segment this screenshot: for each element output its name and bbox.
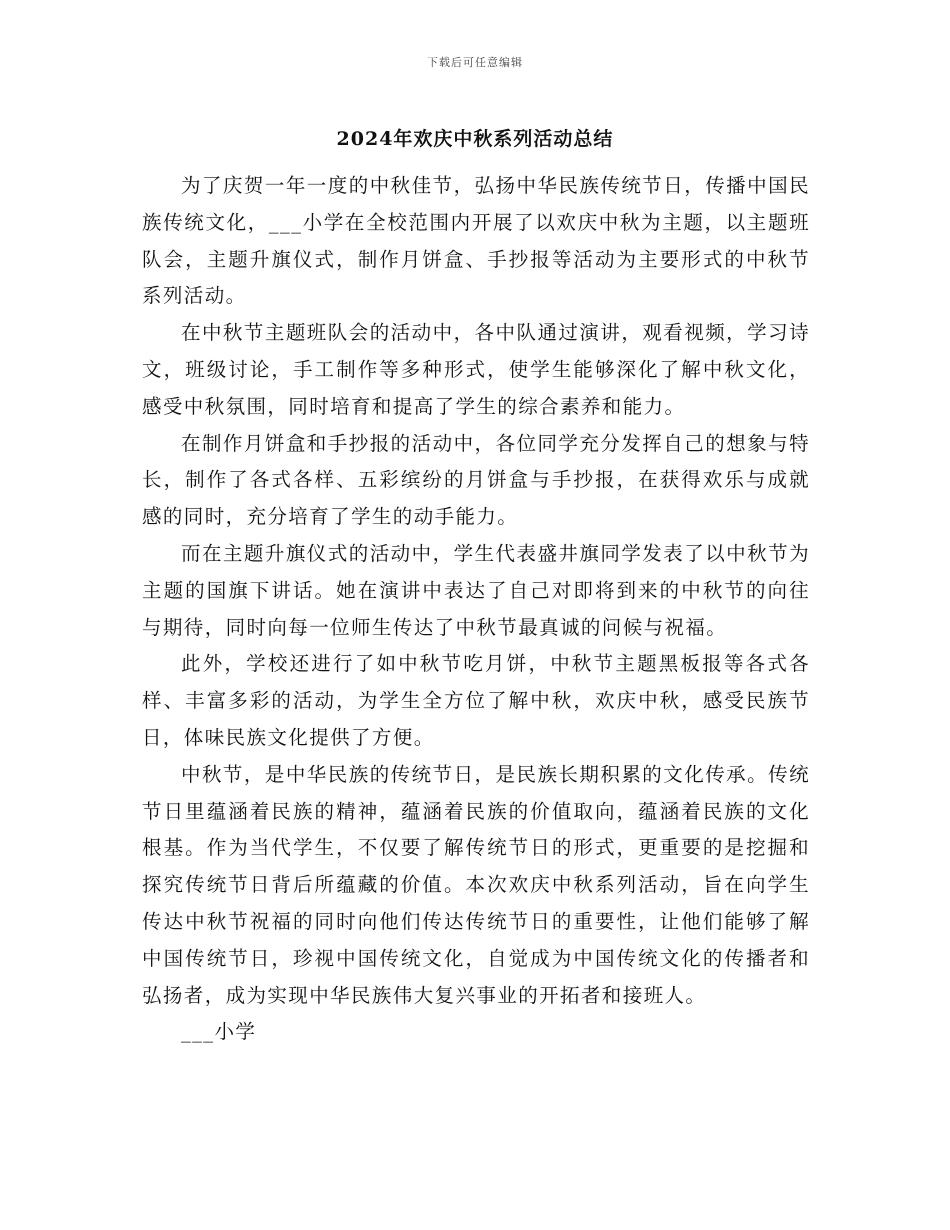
paragraph-intro: 为了庆贺一年一度的中秋佳节，弘扬中华民族传统节日，传播中国民族传统文化，___小学在全校范围内开展了以欢庆中秋为主题，以主题班队会，主题升旗仪式，制作月饼盒、手抄报等活动为主要形式的中秋节系列活动。 bbox=[142, 174, 810, 308]
paragraph-mooncake-box: 在制作月饼盒和手抄报的活动中，各位同学充分发挥自己的想象与特长，制作了各式各样、五彩缤纷的月饼盒与手抄报，在获得欢乐与成就感的同时，充分培育了学生的动手能力。 bbox=[142, 431, 810, 529]
paragraph-class-meeting: 在中秋节主题班队会的活动中，各中队通过演讲，观看视频，学习诗文，班级讨论，手工制作等多种形式，使学生能够深化了解中秋文化，感受中秋氛围，同时培育和提高了学生的综合素养和能力。 bbox=[142, 321, 810, 418]
document-body bbox=[142, 168, 810, 1051]
paragraph-flag-ceremony: 而在主题升旗仪式的活动中，学生代表盛井旗同学发表了以中秋节为主题的国旗下讲话。她在演讲中表达了自己对即将到来的中秋节的向往与期待，同时向每一位师生传达了中秋节最真诚的问候与祝福。 bbox=[142, 541, 810, 639]
header-note: 下载后可任意编辑 bbox=[427, 56, 523, 69]
paragraph-other-activities: 此外，学校还进行了如中秋节吃月饼，中秋节主题黑板报等各式各样、丰富多彩的活动，为学生全方位了解中秋，欢庆中秋，感受民族节日，体味民族文化提供了方便。 bbox=[142, 652, 810, 749]
document-title: 2024年欢庆中秋系列活动总结 bbox=[336, 128, 614, 150]
signature: ___小学 bbox=[181, 1020, 257, 1044]
paragraph-conclusion: 中秋节，是中华民族的传统节日，是民族长期积累的文化传承。传统节日里蕴涵着民族的精神，蕴涵着民族的价值取向，蕴涵着民族的文化根基。作为当代学生，不仅要了解传统节日的形式，更重要的是挖掘和探究传统节日背后所蕴藏的价值。本次欢庆中秋系列活动，旨在向学生传达中秋节祝福的同时向他们传达传统节日的重要性，让他们能够了解中国传统节日，珍视中国传统文化，自觉成为中国传统文化的传播者和弘扬者，成为实现中华民族伟大复兴事业的开拓者和接班人。 bbox=[142, 762, 810, 1007]
